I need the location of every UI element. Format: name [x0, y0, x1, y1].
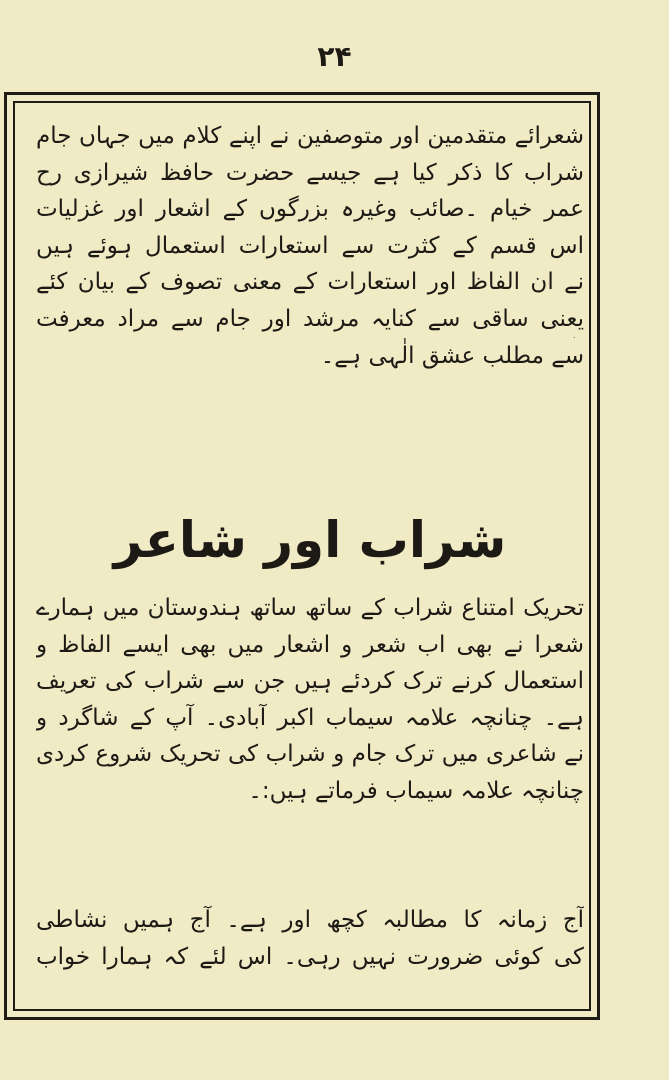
- text-line: نے شاعری میں ترک جام و شراب کی تحریک شروع کردی: [36, 741, 584, 768]
- paragraph-intro: [36, 118, 584, 374]
- text-line: یعنی ساقی سے کنایہ مرشد اور جام سے مراد معرفت: [36, 305, 584, 332]
- text-line: شعرا نے بھی اب شعر و اشعار میں بھی ایسے الفاظ و: [36, 631, 584, 658]
- text-line: تحریک امتناع شراب کے ساتھ ساتھ ہندوستان میں ہمارے: [36, 595, 584, 621]
- page-number: ۲۴: [317, 40, 352, 73]
- text-line: چنانچہ علامہ سیماب فرماتے ہیں:۔: [248, 777, 584, 804]
- section-heading: شراب اور شاعر: [113, 511, 507, 569]
- text-line: سے مطلب عشق الٰہی ہے۔: [320, 342, 584, 369]
- text-line: شعرائے متقدمین اور متوصفین نے اپنے کلام میں جہاں جام: [36, 123, 584, 149]
- quote-block: [36, 902, 584, 975]
- text-line: نے ان الفاظ اور استعارات کے معنی تصوف کے بیان کئے: [36, 269, 584, 296]
- text-line: اس قسم کے کثرت سے استعارات استعمال ہوئے ہیں: [36, 232, 584, 259]
- text-line: آج زمانہ کا مطالبہ کچھ اور ہے۔ آج ہمیں نشاطی: [36, 907, 584, 933]
- text-line: ہے۔ چنانچہ علامہ سیماب اکبر آبادی۔ آپ کے شاگرد و: [36, 704, 584, 731]
- paragraph-movement: [36, 590, 584, 810]
- text-line: استعمال کرنے ترک کردئے ہیں جن سے شراب کی تعریف: [36, 668, 584, 695]
- text-line: شراب کا ذکر کیا ہے جیسے حضرت حافظ شیرازی رح: [36, 159, 584, 186]
- text-line: کی کوئی ضرورت نہیں رہی۔ اس لئے کہ ہمارا خواب: [36, 943, 584, 970]
- text-line: عمر خیام ۔صائب وغیرہ بزرگوں کے اشعار اور غزلیات: [36, 196, 584, 223]
